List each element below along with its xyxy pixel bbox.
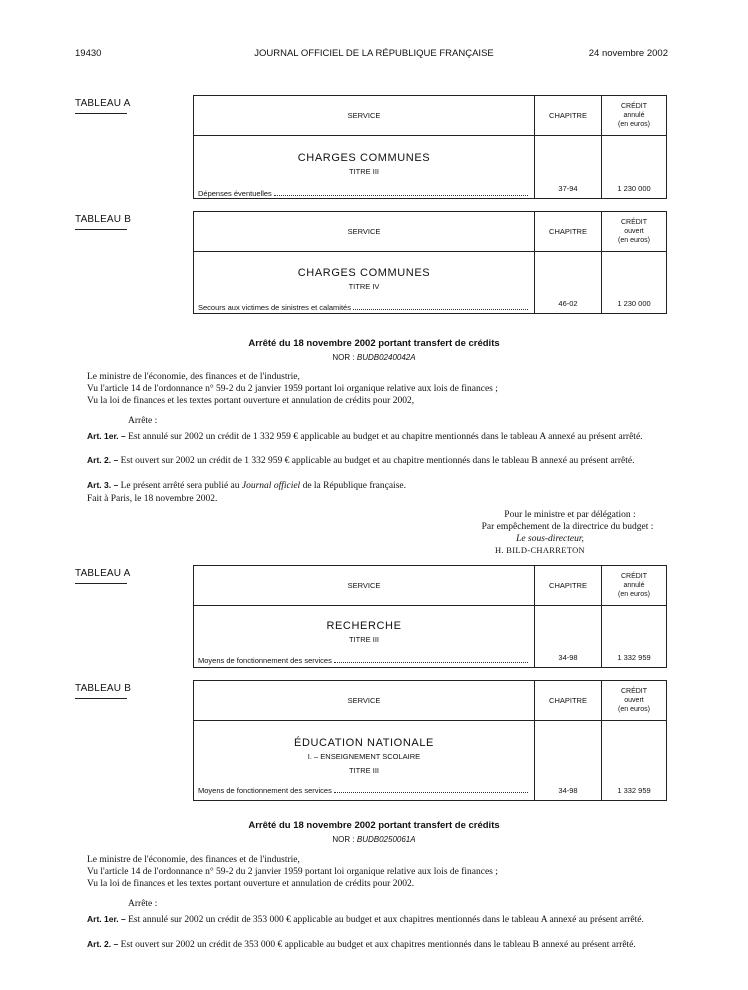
budget-line: Dépenses éventuelles — [194, 189, 534, 198]
page-number: 19430 — [75, 48, 102, 59]
service-header: SERVICE — [194, 212, 535, 252]
titre-label: TITRE III — [349, 766, 379, 775]
service-header: SERVICE — [194, 96, 535, 136]
table-label: TABLEAU A — [75, 98, 131, 109]
visa-line: Le ministre de l'économie, des finances et de l'industrie, — [87, 372, 300, 382]
credit-header: CRÉDIT ouvert (en euros) — [602, 212, 667, 252]
titre-label: TITRE III — [349, 167, 379, 176]
page-date: 24 novembre 2002 — [588, 48, 668, 59]
visa-line: Vu l'article 14 de l'ordonnance n° 59-2 du 2 janvier 1959 portant loi organique relative aux lois de finances ; — [87, 867, 498, 877]
section-heading: RECHERCHE — [326, 620, 402, 632]
visa-line: Le ministre de l'économie, des finances et de l'industrie, — [87, 855, 300, 865]
budget-line: Secours aux victimes de sinistres et calamités — [194, 303, 534, 312]
credit-value: 1 332 959 — [602, 721, 667, 801]
decree-title: Arrêté du 18 novembre 2002 portant transfert de crédits — [248, 338, 500, 349]
credit-header: CRÉDIT annulé (en euros) — [602, 566, 667, 606]
section-heading: CHARGES COMMUNES — [297, 267, 431, 279]
journal-title: JOURNAL OFFICIEL DE LA RÉPUBLIQUE FRANÇAISE — [254, 48, 494, 59]
fait-a-paris: Fait à Paris, le 18 novembre 2002. — [87, 494, 218, 504]
credit-table-a — [193, 565, 667, 668]
chapitre-header: CHAPITRE — [535, 681, 602, 721]
section-heading: CHARGES COMMUNES — [297, 152, 431, 164]
chapitre-value: 34-98 — [535, 606, 602, 668]
table-label: TABLEAU B — [75, 214, 132, 225]
credit-value: 1 230 000 — [602, 136, 667, 199]
signature-line: Pour le ministre et par délégation : — [504, 510, 636, 520]
signature-line: Le sous-directeur, — [516, 534, 584, 544]
visa-line: Vu la loi de finances et les textes portant ouverture et annulation de crédits pour 2002. — [87, 879, 415, 889]
chapitre-value: 34-98 — [535, 721, 602, 801]
chapitre-header: CHAPITRE — [535, 96, 602, 136]
chapitre-header: CHAPITRE — [535, 566, 602, 606]
visa-line: Vu l'article 14 de l'ordonnance n° 59-2 du 2 janvier 1959 portant loi organique relative aux lois de finances ; — [87, 384, 498, 394]
budget-line: Moyens de fonctionnement des services — [194, 786, 534, 795]
titre-label: TITRE III — [349, 635, 379, 644]
article-2: Art. 2. – Est ouvert sur 2002 un crédit de 353 000 € applicable au budget et aux chapitres mentionnés dans le tableau B annexé au présent arrêté. — [87, 939, 636, 950]
credit-header: CRÉDIT annulé (en euros) — [602, 96, 667, 136]
arrete-label: Arrête : — [128, 416, 158, 426]
chapitre-header: CHAPITRE — [535, 212, 602, 252]
table-label: TABLEAU A — [75, 568, 131, 579]
budget-line: Moyens de fonctionnement des services — [194, 656, 534, 665]
divider — [75, 229, 127, 230]
signatory-name: H. BILD-CHARRETON — [495, 545, 585, 555]
credit-header: CRÉDIT ouvert (en euros) — [602, 681, 667, 721]
credit-value: 1 332 959 — [602, 606, 667, 668]
decree-title: Arrêté du 18 novembre 2002 portant transfert de crédits — [248, 820, 500, 831]
section-heading: ÉDUCATION NATIONALE — [294, 737, 434, 749]
article-3: Art. 3. – Le présent arrêté sera publié au Journal officiel de la République française. — [87, 480, 406, 491]
signature-line: Par empêchement de la directrice du budget : — [481, 522, 654, 532]
nor-reference: NOR : BUDB0240042A — [332, 353, 416, 362]
article-2: Art. 2. – Est ouvert sur 2002 un crédit de 1 332 959 € applicable au budget et au chapitre mentionnés dans le tableau B annexé au présent arrêté. — [87, 455, 635, 466]
chapitre-value: 37-94 — [535, 136, 602, 199]
titre-label: TITRE IV — [348, 282, 380, 291]
credit-table-b — [193, 211, 667, 314]
credit-value: 1 230 000 — [602, 252, 667, 314]
divider — [75, 113, 127, 114]
service-header: SERVICE — [194, 681, 535, 721]
visa-line: Vu la loi de finances et les textes portant ouverture et annulation de crédits pour 2002, — [87, 396, 415, 406]
article-1: Art. 1er. – Est annulé sur 2002 un crédit de 1 332 959 € applicable au budget et au chapitre mentionnés dans le tableau A annexé au présent arrêté. — [87, 431, 643, 442]
service-header: SERVICE — [194, 566, 535, 606]
divider — [75, 583, 127, 584]
arrete-label: Arrête : — [128, 899, 158, 909]
table-label: TABLEAU B — [75, 683, 132, 694]
nor-reference: NOR : BUDB0250061A — [332, 835, 416, 844]
article-1: Art. 1er. – Est annulé sur 2002 un crédit de 353 000 € applicable au budget et aux chapitres mentionnés dans le tableau A annexé au présent arrêté. — [87, 914, 644, 925]
divider — [75, 698, 127, 699]
credit-table-b — [193, 680, 667, 801]
credit-table-a — [193, 95, 667, 199]
chapitre-value: 46-02 — [535, 252, 602, 314]
subsection-heading: I. – ENSEIGNEMENT SCOLAIRE — [307, 752, 421, 761]
